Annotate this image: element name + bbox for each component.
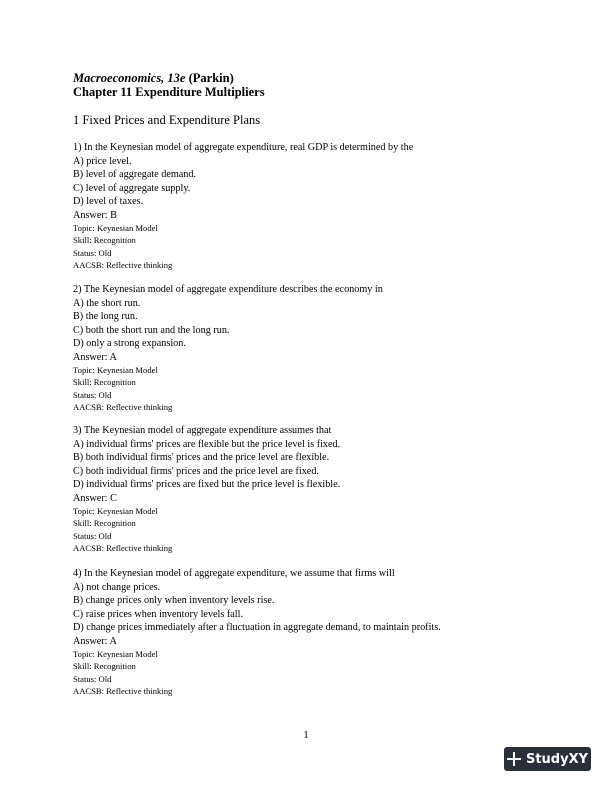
option-d: D) only a strong expansion. xyxy=(73,338,186,349)
answer: Answer: B xyxy=(73,209,117,221)
option-a: A) price level. xyxy=(73,155,132,167)
aacsb: AACSB: Reflective thinking xyxy=(73,543,173,554)
option-b: B) change prices only when inventory levels rise. xyxy=(73,595,275,606)
answer: Answer: C xyxy=(73,492,117,504)
plus-icon xyxy=(507,752,521,766)
topic: Topic: Keynesian Model xyxy=(73,223,158,233)
question-3 xyxy=(73,424,340,555)
book-title xyxy=(73,71,234,85)
topic: Topic: Keynesian Model xyxy=(73,365,158,375)
skill: Skill: Recognition xyxy=(73,235,136,246)
question-4 xyxy=(73,567,441,698)
option-c: C) both individual firms' prices and the price level are fixed. xyxy=(73,465,319,477)
option-c: C) both the short run and the long run. xyxy=(73,324,230,336)
option-d: D) individual firms' prices are fixed but the price level is flexible. xyxy=(73,479,341,490)
question-stem: 1) In the Keynesian model of aggregate expenditure, real GDP is determined by the xyxy=(73,142,414,153)
status: Status: Old xyxy=(73,247,112,258)
option-d: D) change prices immediately after a fluctuation in aggregate demand, to maintain profits. xyxy=(73,622,441,633)
option-c: C) raise prices when inventory levels fall. xyxy=(73,608,244,620)
chapter-title: Chapter 11 Expenditure Multipliers xyxy=(73,85,265,99)
topic: Topic: Keynesian Model xyxy=(73,506,158,516)
question-stem: 3) The Keynesian model of aggregate expenditure assumes that xyxy=(73,425,332,436)
question-stem: 4) In the Keynesian model of aggregate expenditure, we assume that firms will xyxy=(73,568,395,579)
option-b: B) both individual firms' prices and the price level are flexible. xyxy=(73,452,330,463)
status: Status: Old xyxy=(73,530,112,541)
badge-label: StudyXY xyxy=(525,751,589,767)
skill: Skill: Recognition xyxy=(73,518,136,529)
option-a: A) not change prices. xyxy=(73,581,161,593)
studyxy-badge[interactable] xyxy=(504,747,591,771)
skill: Skill: Recognition xyxy=(73,377,136,388)
aacsb: AACSB: Reflective thinking xyxy=(73,686,173,697)
question-1 xyxy=(73,141,413,272)
status: Status: Old xyxy=(73,389,112,400)
skill: Skill: Recognition xyxy=(73,661,136,672)
book-title-name: Macroeconomics, 13e xyxy=(73,71,186,85)
option-b: B) the long run. xyxy=(73,311,138,322)
option-b: B) level of aggregate demand. xyxy=(73,169,197,180)
question-stem: 2) The Keynesian model of aggregate expenditure describes the economy in xyxy=(73,284,383,295)
section-title: 1 Fixed Prices and Expenditure Plans xyxy=(73,113,261,127)
option-a: A) the short run. xyxy=(73,297,141,309)
status: Status: Old xyxy=(73,673,112,684)
option-a: A) individual firms' prices are flexible but the price level is fixed. xyxy=(73,438,341,450)
answer: Answer: A xyxy=(73,351,117,363)
answer: Answer: A xyxy=(73,635,117,647)
option-d: D) level of taxes. xyxy=(73,196,144,207)
page-number: 1 xyxy=(303,729,309,741)
question-2 xyxy=(73,283,383,414)
option-c: C) level of aggregate supply. xyxy=(73,182,191,194)
aacsb: AACSB: Reflective thinking xyxy=(73,402,173,413)
book-author: (Parkin) xyxy=(185,71,234,85)
aacsb: AACSB: Reflective thinking xyxy=(73,260,173,271)
topic: Topic: Keynesian Model xyxy=(73,649,158,659)
